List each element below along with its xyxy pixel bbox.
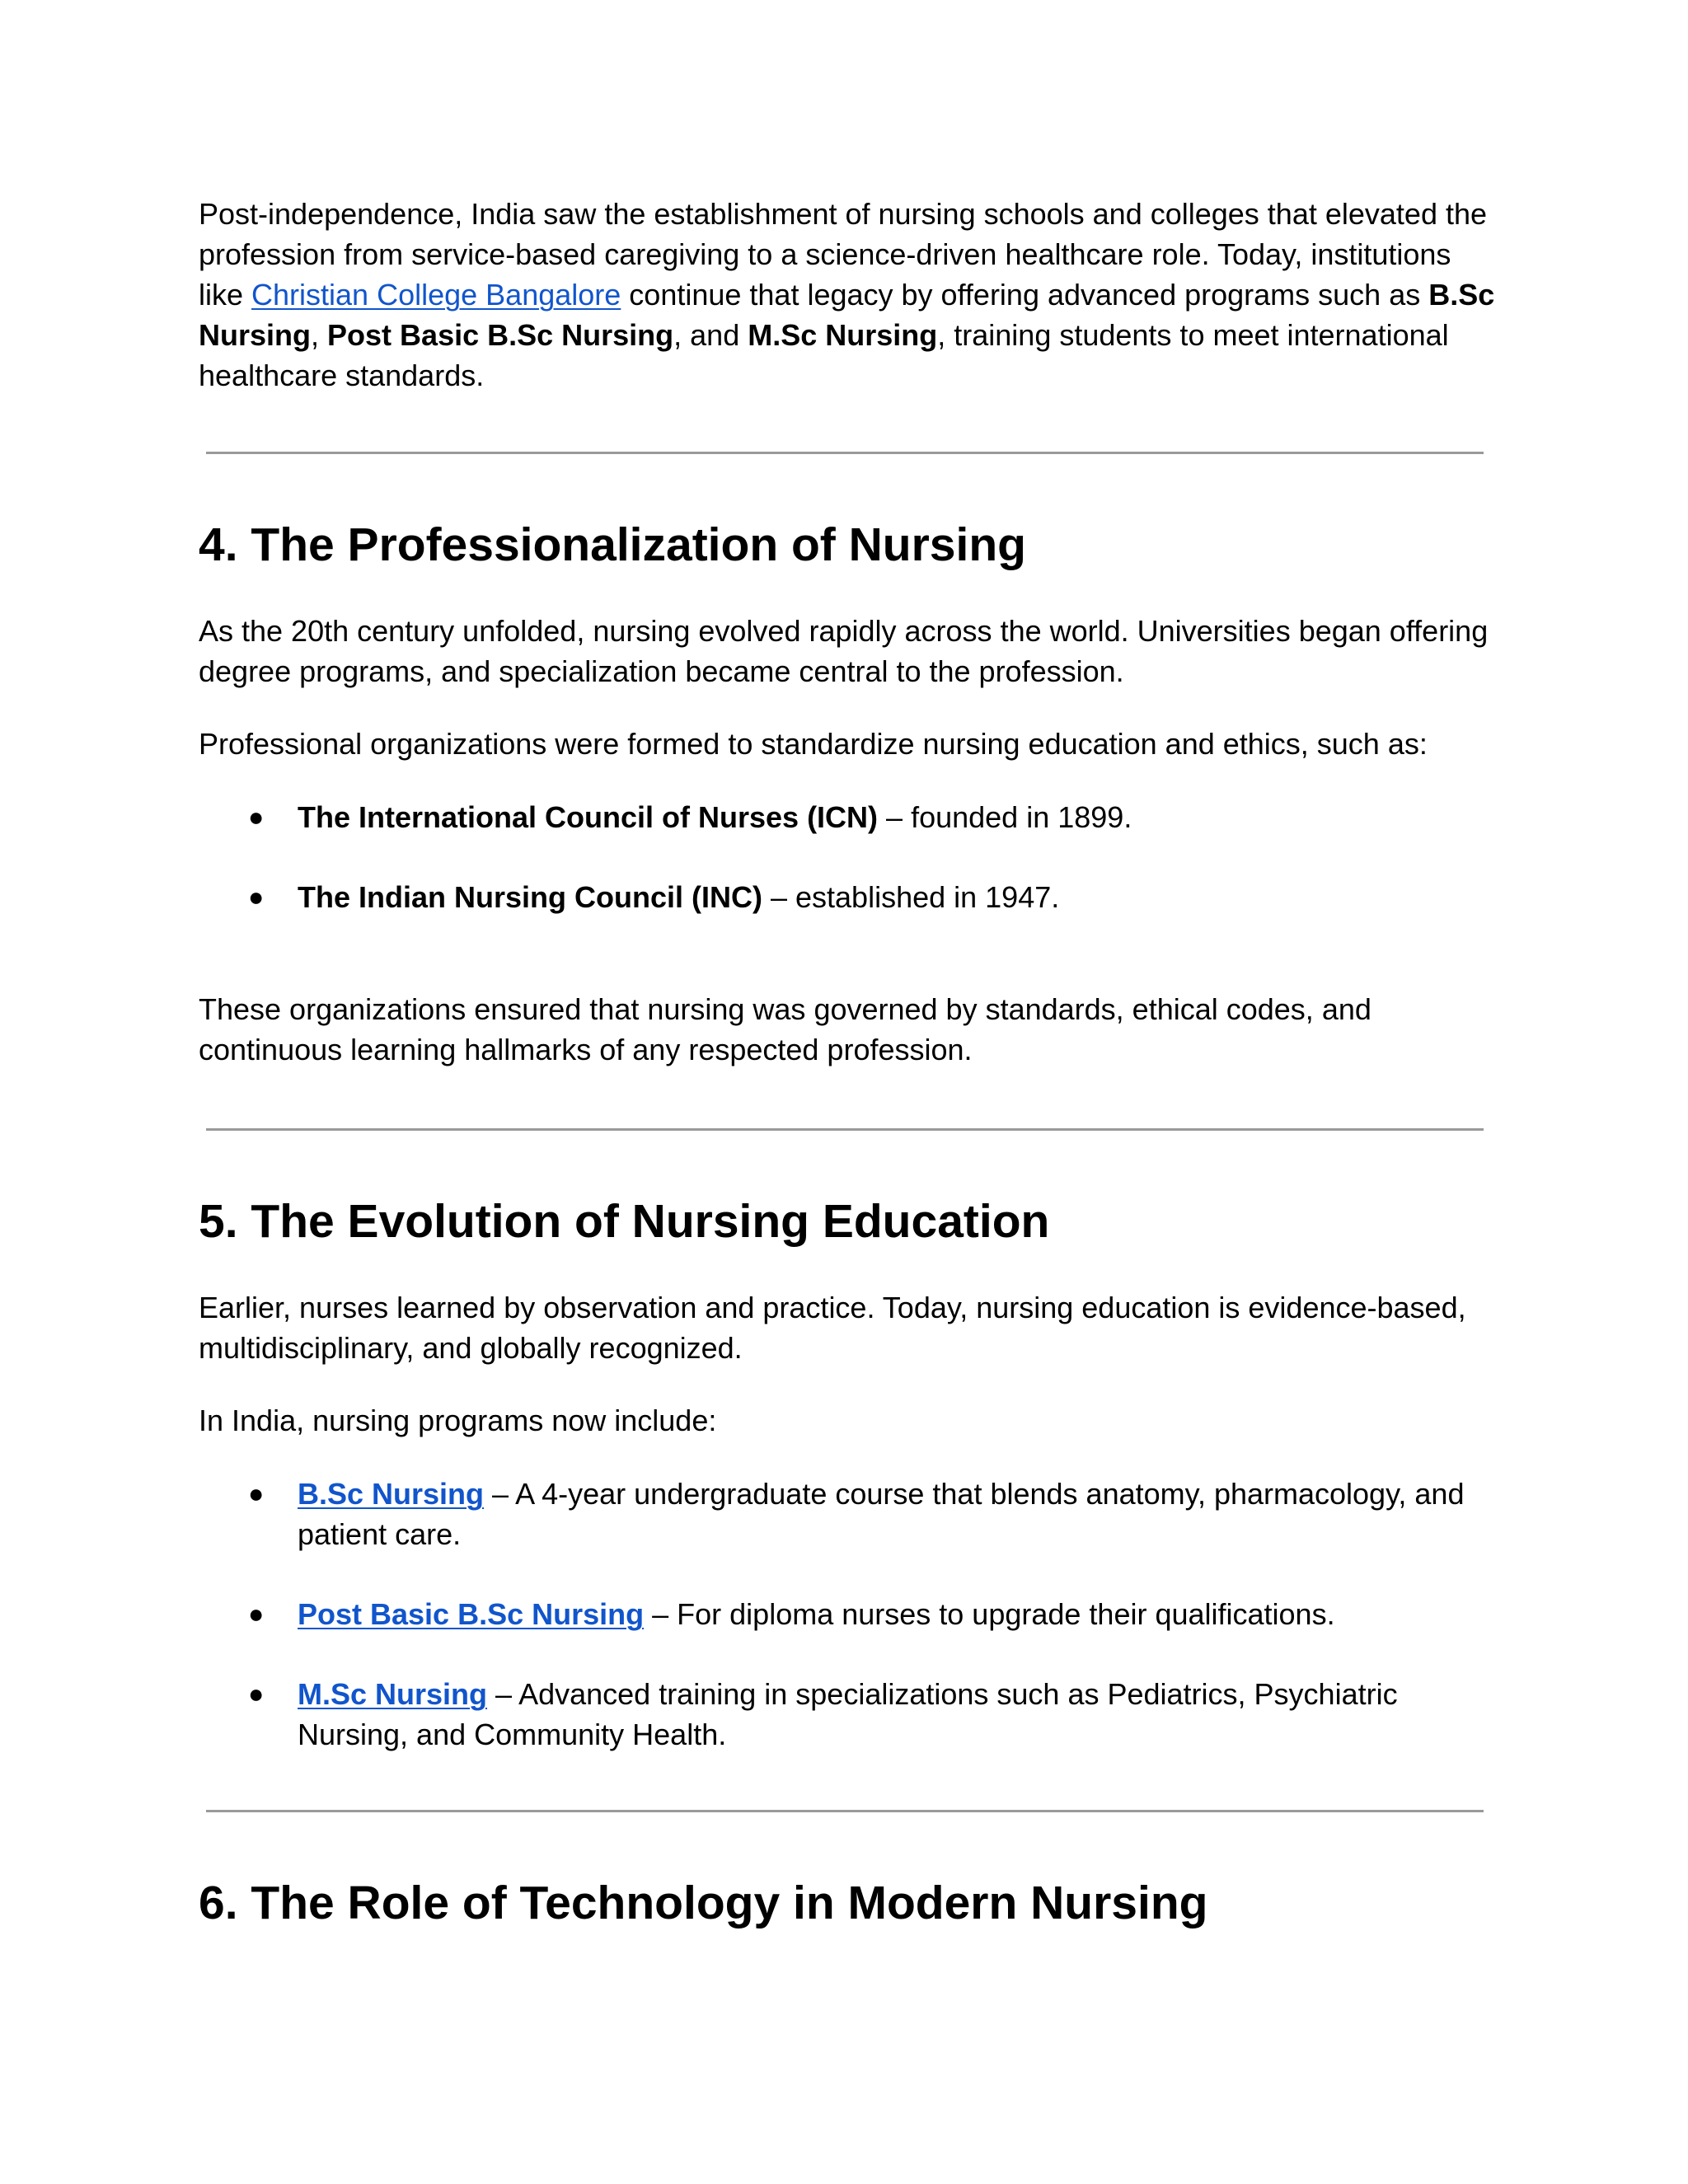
divider xyxy=(206,1128,1484,1131)
list-item-text: – A 4-year undergraduate course that blends anatomy, pharmacology, and patient care. xyxy=(298,1477,1465,1551)
section-4-paragraph-1 xyxy=(199,611,1501,691)
intro-text-3: , training students to meet international healthcare standards. xyxy=(199,318,1449,392)
section-5-paragraph-1 xyxy=(199,1287,1501,1368)
section-4-para-3-text: These organizations ensured that nursing was governed by standards, ethical codes, and continuous learning hallmarks of any respected profession. xyxy=(199,992,1372,1066)
intro-text-2: continue that legacy by offering advanced programs such as xyxy=(621,278,1429,312)
section-6-heading-block xyxy=(199,1876,1501,1930)
section-4-heading-block xyxy=(199,518,1501,572)
bsc-nursing-link[interactable]: B.Sc Nursing xyxy=(298,1477,485,1511)
section-5-para-2-text: In India, nursing programs now include: xyxy=(199,1404,717,1437)
bullet-icon: ● xyxy=(248,802,265,832)
section-5-paragraph-2 xyxy=(199,1400,1501,1441)
list-item-bold: The Indian Nursing Council (INC) xyxy=(298,880,762,914)
section-5-heading: 5. The Evolution of Nursing Education xyxy=(199,1195,1050,1248)
intro-bold-bsc: B.Sc Nursing xyxy=(199,278,1495,352)
section-4-para-2-text: Professional organizations were formed to standardize nursing education and ethics, such as: xyxy=(199,727,1428,761)
msc-nursing-link[interactable]: M.Sc Nursing xyxy=(298,1677,488,1711)
section-4-heading: 4. The Professionalization of Nursing xyxy=(199,518,1026,571)
section-5-heading-block xyxy=(199,1194,1501,1249)
intro-text-1: Post-independence, India saw the establishment of nursing schools and colleges that elevated the profession from service-based caregiving to a science-driven healthcare role. Today, institutions like xyxy=(199,197,1488,312)
christian-college-bangalore-link[interactable]: Christian College Bangalore xyxy=(251,278,621,312)
bullet-icon: ● xyxy=(248,1479,265,1508)
divider xyxy=(206,452,1484,454)
list-item-bold: The International Council of Nurses (ICN) xyxy=(298,800,879,834)
section-4-paragraph-2 xyxy=(199,724,1501,764)
bullet-icon: ● xyxy=(248,1679,265,1708)
bullet-icon: ● xyxy=(248,1599,265,1629)
list-item-text: – established in 1947. xyxy=(762,880,1060,914)
intro-sep-2: , and xyxy=(673,318,748,352)
intro-paragraph xyxy=(199,194,1501,396)
section-4-para-1-text: As the 20th century unfolded, nursing evolved rapidly across the world. Universities began offering degree programs, and specialization became central to the profession. xyxy=(199,614,1489,688)
intro-sep-1: , xyxy=(311,318,328,352)
intro-bold-post-basic: Post Basic B.Sc Nursing xyxy=(327,318,674,352)
list-item-text: – Advanced training in specializations such as Pediatrics, Psychiatric Nursing, and Community Health. xyxy=(298,1677,1398,1751)
section-6-heading: 6. The Role of Technology in Modern Nursing xyxy=(199,1877,1208,1929)
intro-bold-msc: M.Sc Nursing xyxy=(748,318,938,352)
list-item-text: – founded in 1899. xyxy=(878,800,1132,834)
list-item-text: – For diploma nurses to upgrade their qualifications. xyxy=(644,1597,1335,1631)
section-4-paragraph-3 xyxy=(199,989,1501,1070)
post-basic-bsc-nursing-link[interactable]: Post Basic B.Sc Nursing xyxy=(298,1597,645,1631)
bullet-icon: ● xyxy=(248,882,265,912)
divider xyxy=(206,1810,1484,1812)
section-5-para-1-text: Earlier, nurses learned by observation and practice. Today, nursing education is evidence-based, multidisciplinary, and globally recognized. xyxy=(199,1291,1466,1365)
